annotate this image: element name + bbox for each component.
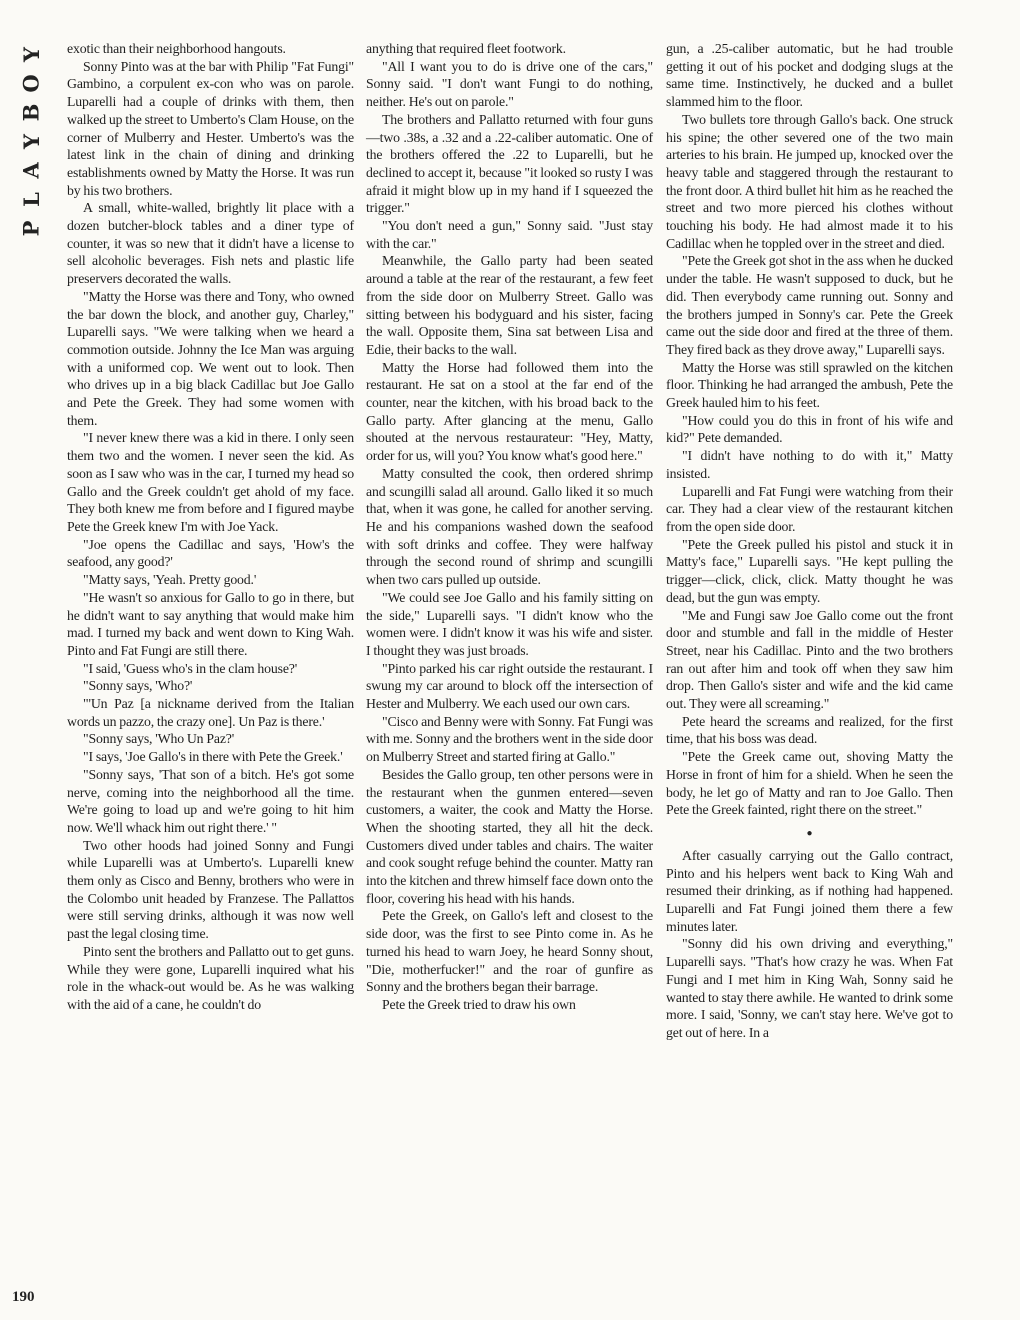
paragraph: "Pete the Greek pulled his pistol and stuck it in Matty's face," Luparelli says. "He kept pulling the trigger—click, click, click. Matty thought he was dead, but the gun was empty. xyxy=(666,536,953,605)
paragraph: Pinto sent the brothers and Pallatto out to get guns. While they were gone, Luparelli inquired what his role in the whack-out would be. As he was walking with the aid of a cane, he couldn't do xyxy=(67,943,354,1012)
article-column-2 xyxy=(366,40,653,1014)
paragraph: "Sonny did his own driving and everything," Luparelli says. "That's how crazy he was. When Fat Fungi and I met him in King Wah, Sonny said he wanted to stay there awhile. He wanted to drink some more. I said, 'Sonny, we can't stay here. We've got to get out of here. In a xyxy=(666,936,953,1040)
article-column-3-top xyxy=(666,40,953,819)
masthead-letter: P xyxy=(18,220,44,237)
paragraph: "Cisco and Benny were with Sonny. Fat Fungi was with me. Sonny and the brothers went in the side door on Mulberry Street and started firing at Gallo." xyxy=(366,713,653,765)
paragraph: Besides the Gallo group, ten other persons were in the restaurant when the gunmen entered—seven customers, a waiter, the cook and Matty the Horse. When the shooting started, they all hit the deck. Customers dived under tables and chairs. The waiter and cook sought refuge behind the counter. Matty ran into the kitchen and threw himself face down onto the floor, covering his head with his hands. xyxy=(366,766,653,906)
article-column-3 xyxy=(666,40,953,1042)
paragraph: Luparelli and Fat Fungi were watching from their car. They had a clear view of the restaurant kitchen from the open side door. xyxy=(666,483,953,534)
paragraph: "'Un Paz [a nickname derived from the Italian words un pazzo, the crazy one]. Un Paz is there.' xyxy=(67,696,354,729)
article-column-1 xyxy=(67,40,354,1014)
paragraph: Sonny Pinto was at the bar with Philip "Fat Fungi" Gambino, a corpulent ex-con who was on parole. Luparelli had a couple of drinks with them, then walked up the street to Umberto's Clam House, on the corner of Mulberry and Hester. Umberto's was the latest link in the chain of dining and drinking establishments owned by Matty the Horse. It was run by his two brothers. xyxy=(67,58,354,198)
paragraph: "I never knew there was a kid in there. I only seen them two and the women. I never seen the kid. As soon as I saw who was in the car, I turned my head so Gallo and the Greek couldn't get ahold of my face. They both knew me from before and I figured maybe Pete the Greek knew I'm with Joe Yack. xyxy=(67,430,354,534)
paragraph: "Matty says, 'Yeah. Pretty good.' xyxy=(83,572,257,588)
paragraph: "You don't need a gun," Sonny said. "Just stay with the car." xyxy=(366,218,653,251)
article-column-3-bottom xyxy=(666,847,953,1042)
paragraph: "How could you do this in front of his wife and kid?" Pete demanded. xyxy=(666,412,953,446)
masthead-letter: O xyxy=(18,74,44,93)
masthead-letter: Y xyxy=(18,47,44,62)
paragraph: Pete the Greek, on Gallo's left and closest to the side door, was the first to see Pinto come in. As he turned his head to warn Joey, he heard Sonny shout, "Die, motherfucker!" and the roar of gunfire as Sonny and the brothers began their barrage. xyxy=(366,908,653,995)
paragraph: "Joe opens the Cadillac and says, 'How's the seafood, any good?' xyxy=(67,536,354,570)
paragraph: Pete heard the screams and realized, for the first time, that his boss was dead. xyxy=(666,713,953,747)
paragraph: "He wasn't so anxious for Gallo to go in there, but he didn't want to say anything that would make him mad. I turned my back and went down to King Wah. Pinto and Fat Fungi are still there. xyxy=(67,589,354,658)
paragraph: "Sonny says, 'That son of a bitch. He's got some nerve, coming into the neighborhood all the time. We're going to load up and we're going to hit him now. We'll whack him out right there.' " xyxy=(67,766,354,835)
paragraph: "Pete the Greek got shot in the ass when he ducked under the table. He wasn't supposed to duck, but he did. Then everybody came running out. Sonny and the brothers jumped in Sonny's car. Pete the Greek came out the side door and fired at the three of them. They fired back as they drove away," Luparelli says. xyxy=(666,253,953,357)
masthead-letter: Y xyxy=(18,134,44,149)
paragraph: "Me and Fungi saw Joe Gallo come out the front door and stumble and fall in the middle of Hester Street, near his Cadillac. Pinto and the two brothers ran out after him and took off when they saw him drop. Then Gallo's sister and wife and the kid came out. They were all screaming." xyxy=(666,607,953,712)
paragraph: "Matty the Horse was there and Tony, who owned the bar down the block, and another guy, Charley," Luparelli says. "We were talking when we heard a commotion outside. Johnny the Ice Man was arguing with a uniformed cop. We went out to look. Then who drives up in a big black Cadillac but Joe Gallo and Pete the Greek. They had some women with them. xyxy=(67,288,354,428)
paragraph: "We could see Joe Gallo and his family sitting on the side," Luparelli says. "I didn't know who the women were. I didn't know it was his wife and sister. I thought they was just broads. xyxy=(366,589,653,658)
paragraph: Matty consulted the cook, then ordered shrimp and scungilli salad all around. Gallo liked it so much that, when it was gone, he called for another serving. He and his companions washed down the seafood with soft drinks and coffee. They were halfway through the second round of shrimp and scungilli when two cars pulled up outside. xyxy=(366,465,653,588)
masthead-letter: B xyxy=(18,103,44,122)
paragraph: anything that required fleet footwork. xyxy=(366,41,566,56)
paragraph: Two other hoods had joined Sonny and Fungi while Luparelli was at Umberto's. Luparelli knew them only as Cisco and Benny, brothers who were in the Colombo unit headed by Franzese. The Pallattos were still serving drinks, although it was now well past the legal closing time. xyxy=(67,837,354,942)
paragraph: "I didn't have nothing to do with it," Matty insisted. xyxy=(666,448,953,481)
paragraph: "Sonny says, 'Who?' xyxy=(83,678,193,694)
paragraph: After casually carrying out the Gallo contract, Pinto and his helpers went back to King Wah and resumed their drinking, as if nothing had happened. Luparelli and Fat Fungi joined them there a few minutes later. xyxy=(666,847,953,934)
paragraph: A small, white-walled, brightly lit place with a dozen butcher-block tables and a diner type of counter, it was so new that it didn't have a license to sell alcoholic beverages. Fish nets and plastic life preservers decorated the walls. xyxy=(67,200,354,287)
paragraph: "Pinto parked his car right outside the restaurant. I swung my car around to block off the intersection of Hester and Mulberry. We each used our own cars. xyxy=(366,660,653,712)
masthead-letter: A xyxy=(18,162,44,179)
paragraph: Matty the Horse had followed them into the restaurant. He sat on a stool at the far end of the counter, near the kitchen, with his broad back to the Gallo party. After glancing at the menu, Gallo shouted at the nervous restaurateur: "Hey, Matty, order for us, will you? You know what's good here." xyxy=(366,359,653,464)
paragraph: "I said, 'Guess who's in the clam house?' xyxy=(83,660,298,676)
paragraph: gun, a .25-caliber automatic, but he had trouble getting it out of his pocket and dodging slugs at the same time. Instinctively, he ducked and a bullet slammed him to the floor. xyxy=(666,41,953,110)
paragraph: "Pete the Greek came out, shoving Matty the Horse in front of him for a shield. When he seen the body, he let go of Matty and ran to Joe Gallo. Then Pete the Greek fainted, right there on the street." xyxy=(666,749,953,818)
page-number: 190 xyxy=(12,1289,35,1305)
masthead-letter: L xyxy=(18,192,44,207)
paragraph: The brothers and Pallatto returned with four guns—two .38s, a .32 and a .22-caliber automatic. One of the brothers offered the .22 to Luparelli, but he declined to accept it, because "it looked so rusty I was afraid it might blow up in my hand if I squeezed the trigger." xyxy=(366,111,653,216)
paragraph: Matty the Horse was still sprawled on the kitchen floor. Thinking he had arranged the ambush, Pete the Greek hauled him to his feet. xyxy=(666,359,953,411)
section-separator: ● xyxy=(806,827,813,839)
paragraph: Meanwhile, the Gallo party had been seated around a table at the rear of the restaurant, a few feet from the side door on Mulberry Street. Gallo was sitting between his bodyguard and his sister, facing the wall. Opposite them, Sina sat between Lisa and Edie, their backs to the wall. xyxy=(366,253,653,357)
paragraph: exotic than their neighborhood hangouts. xyxy=(67,41,286,56)
paragraph: Pete the Greek tried to draw his own xyxy=(382,996,576,1012)
paragraph: "Sonny says, 'Who Un Paz?' xyxy=(83,731,235,747)
paragraph: "All I want you to do is drive one of the cars," Sonny said. "I don't want Fungi to do nothing, neither. He's out on parole." xyxy=(366,58,653,110)
masthead xyxy=(14,40,48,243)
paragraph: "I says, 'Joe Gallo's in there with Pete the Greek.' xyxy=(83,749,343,765)
paragraph: Two bullets tore through Gallo's back. One struck his spine; the other severed one of the two main arteries to his brain. He jumped up, knocked over the heavy table and staggered through the restaurant to the front door. A third bullet hit him as he reached the street and two more pierced his clothes without touching his body. He had almost made it to his Cadillac when he toppled over in the street and died. xyxy=(666,111,953,251)
